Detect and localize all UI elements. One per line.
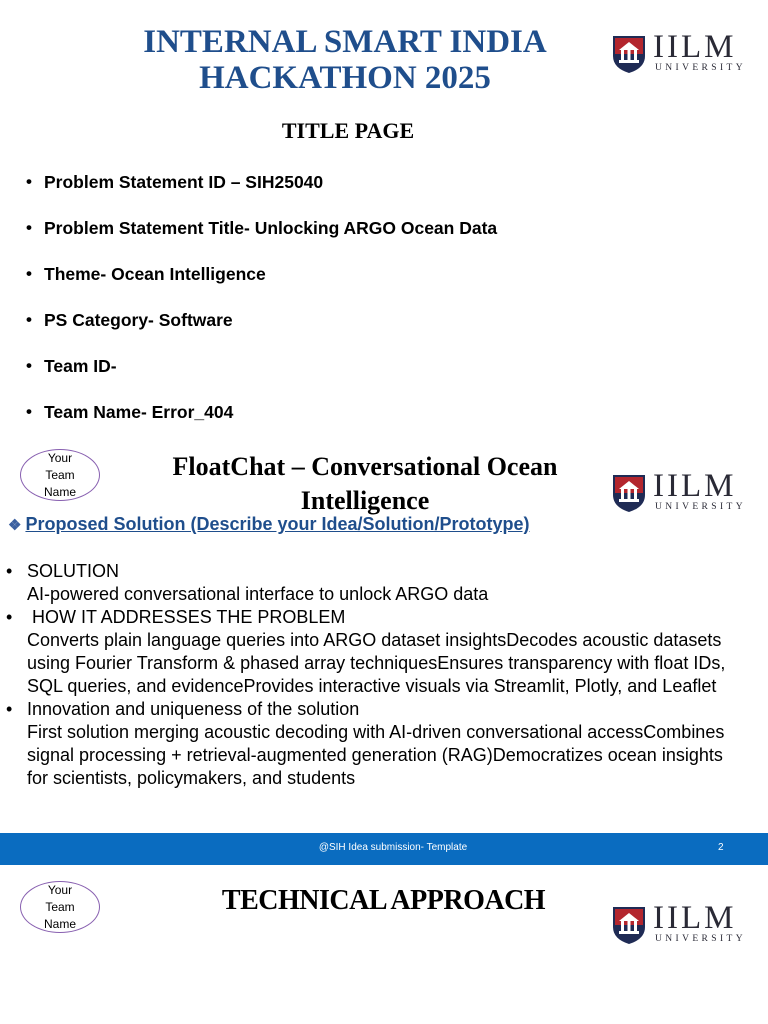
hackathon-title: INTERNAL SMART INDIA HACKATHON 2025 — [143, 24, 547, 96]
technical-approach-title: TECHNICAL APPROACH — [221, 885, 546, 916]
list-item — [6, 606, 746, 698]
section-body: Converts plain language queries into ARGO dataset insightsDecodes acoustic datasets using Fourier Transform & phased array techniquesEnsures transparency with float IDs, SQL queries, and evidenceProvides interactive visuals via Streamlit, Plotly, and Leaflet — [27, 630, 726, 696]
list-item: • Team Name- Error_404 — [26, 400, 497, 440]
list-item — [6, 560, 746, 606]
section-heading: • SOLUTION — [27, 561, 120, 581]
slide-technical-approach — [0, 865, 768, 1024]
oval-line: Your — [47, 882, 73, 897]
list-item: • PS Category- Software — [26, 308, 497, 354]
proposed-solution-heading — [8, 514, 530, 535]
oval-line: Your — [47, 450, 73, 465]
page-subtitle: TITLE PAGE — [281, 118, 415, 143]
logo-wordmark: IILM — [653, 900, 737, 936]
university-crest-icon — [611, 473, 647, 513]
team-name-oval — [20, 449, 100, 501]
footer-text: @SIH Idea submission- Template — [318, 842, 468, 853]
iilm-logo — [611, 468, 761, 515]
university-crest-icon — [611, 34, 647, 74]
list-item: • Problem Statement Title- Unlocking ARGO Ocean Data — [26, 216, 497, 262]
list-item: • Problem Statement ID – SIH25040 — [26, 170, 497, 216]
section-body: First solution merging acoustic decoding with AI-driven conversational accessCombines signal processing + retrieval-augmented generation (RAG)Democratizes ocean insights for scientists, policymakers, and students — [27, 722, 725, 788]
oval-line: Team — [45, 467, 75, 482]
team-name-oval — [20, 881, 100, 933]
logo-subtext: UNIVERSITY — [655, 934, 746, 944]
diamond-bullet-icon: ❖ — [8, 517, 22, 534]
oval-line: Name — [43, 916, 76, 931]
section-heading: • Innovation and uniqueness of the solution — [27, 699, 360, 719]
list-item: • Theme- Ocean Intelligence — [26, 262, 497, 308]
university-crest-icon — [611, 905, 647, 945]
slide-footer — [0, 833, 768, 865]
section-body: AI-powered conversational interface to unlock ARGO data — [27, 584, 489, 604]
proposed-solution-label: Proposed Solution (Describe your Idea/Solution/Prototype) — [25, 514, 530, 534]
logo-wordmark: IILM — [653, 29, 737, 65]
iilm-logo — [611, 29, 761, 76]
slide-title-page — [0, 0, 768, 440]
solution-title: FloatChat – Conversational Ocean Intelligence — [172, 452, 558, 515]
iilm-logo — [611, 900, 761, 947]
title-page-details — [26, 170, 497, 440]
list-item: • Team ID- — [26, 354, 497, 400]
list-item — [6, 698, 746, 790]
oval-line: Name — [43, 484, 76, 499]
slide-proposed-solution — [0, 440, 768, 865]
page-number: 2 — [718, 842, 724, 853]
logo-subtext: UNIVERSITY — [655, 63, 746, 73]
logo-wordmark: IILM — [653, 468, 737, 504]
oval-line: Team — [45, 899, 75, 914]
solution-list — [6, 560, 746, 790]
logo-subtext: UNIVERSITY — [655, 502, 746, 512]
section-heading: • HOW IT ADDRESSES THE PROBLEM — [27, 607, 346, 627]
